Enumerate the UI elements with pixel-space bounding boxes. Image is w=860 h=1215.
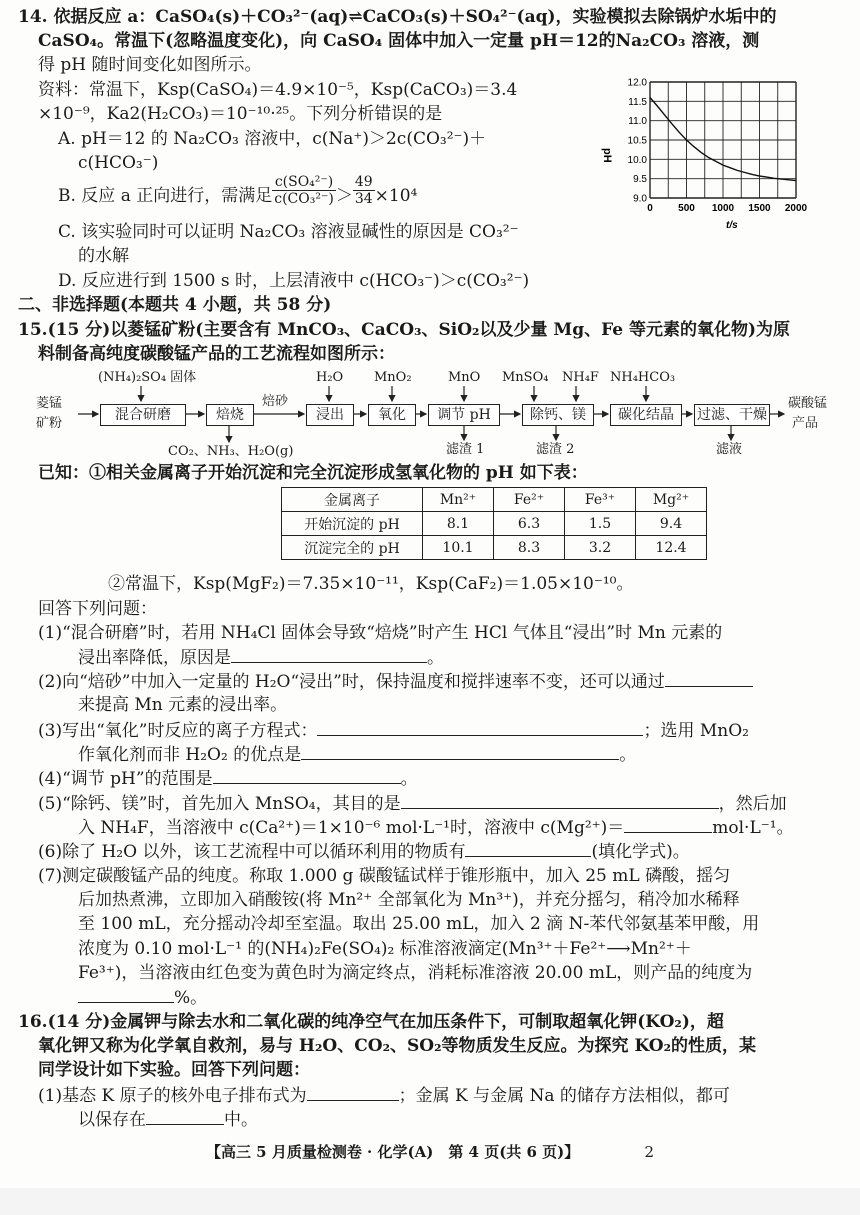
- process-flow-diagram: [36, 368, 826, 468]
- table-cell: 10.1: [423, 536, 494, 560]
- flow-box-filter-dry: 过滤、干燥: [694, 404, 770, 426]
- q14-option-a-line1: A. pH＝12 的 Na₂CO₃ 溶液中，c(Na⁺)＞2c(CO₃²⁻)＋: [58, 129, 487, 149]
- q14-option-d: D. 反应进行到 1500 s 时，上层清液中 c(HCO₃⁻)＞c(CO₃²⁻): [58, 271, 530, 291]
- table-cell: 沉淀完全的 pH: [282, 536, 423, 560]
- flow-box-roasting: 焙烧: [206, 404, 254, 426]
- q15-sub5-text2: ，然后加: [718, 794, 787, 814]
- flow-box-adjust-ph: 调节 pH: [428, 404, 500, 426]
- q15-sub5-text: (5)“除钙、镁”时，首先加入 MnSO₄，其目的是: [38, 794, 401, 814]
- y-tick-label: 10.5: [627, 135, 647, 147]
- x-tick-label: 1500: [748, 203, 771, 214]
- answer-blank[interactable]: [624, 816, 712, 833]
- q15-sub4: (4)“调节 pH”的范围是 。: [38, 769, 418, 789]
- footer-text: 【高三 5 月质量检测卷 · 化学(A) 第 4 页(共 6 页)】: [205, 1143, 580, 1161]
- q14-option-c-line1: C. 该实验同时可以证明 Na₂CO₃ 溶液显碱性的原因是 CO₃²⁻: [58, 222, 519, 242]
- y-tick-label: 9.5: [633, 174, 647, 186]
- answer-blank[interactable]: [231, 646, 427, 663]
- flow-output-filtrate: 滤液: [716, 442, 743, 457]
- q14-option-b: [58, 174, 418, 207]
- q14-option-b-suffix: ×10⁴: [374, 186, 418, 206]
- q14-line5: ×10⁻⁹，Ka2(H₂CO₃)＝10⁻¹⁰·²⁵。下列分析错误的是: [38, 104, 443, 124]
- chart-ticks: [628, 78, 808, 215]
- q16-line2: 氧化钾又称为化学氧自救剂，易与 H₂O、CO₂、SO₂等物质发生反应。为探究 KO₂的性质，某: [38, 1036, 757, 1056]
- q16-sub1-line2: [78, 1108, 258, 1131]
- answer-blank[interactable]: [78, 986, 174, 1003]
- x-tick-label: 500: [678, 203, 695, 214]
- q15-sub5-line1: [38, 792, 787, 815]
- answer-blank[interactable]: [307, 1084, 399, 1101]
- q14-line3: 得 pH 随时间变化如图所示。: [38, 55, 262, 75]
- table-row: [282, 512, 707, 536]
- answer-blank[interactable]: [465, 840, 591, 857]
- footer-mark: 2: [644, 1143, 655, 1161]
- flow-box-remove-ca-mg: 除钙、镁: [522, 404, 594, 426]
- q15-sub3-line1: [38, 719, 749, 742]
- q14-option-b-fraction: [272, 174, 336, 207]
- x-tick-label: 1000: [711, 203, 735, 214]
- table-cell: 开始沉淀的 pH: [282, 512, 423, 536]
- fraction-numerator: c(SO₄²⁻): [272, 174, 336, 191]
- table-row: [282, 536, 707, 560]
- q14-option-b-prefix: B. 反应 a 正向进行，需满足: [58, 186, 273, 206]
- q15-sub6-text2: (填化学式)。: [591, 842, 690, 862]
- q16-sub1-text2: ；金属 K 与金属 Na 的储存方法相似，都可: [398, 1086, 730, 1106]
- q15-sub3-line2: 作氧化剂而非 H₂O₂ 的优点是 。: [78, 745, 637, 765]
- table-header-cell: Fe³⁺: [565, 488, 636, 512]
- flow-output-residue2: 滤渣 2: [536, 442, 575, 457]
- q15-sub5-line2: [78, 816, 794, 839]
- y-tick-label: 9.0: [633, 193, 647, 205]
- q14-option-c-line2: 的水解: [78, 246, 129, 266]
- q16-line3: 同学设计如下实验。回答下列问题：: [38, 1060, 310, 1080]
- q15-sub5-unit: mol·L⁻¹。: [712, 818, 794, 838]
- flow-box-mixing: 混合研磨: [100, 404, 186, 426]
- bottom-band: [0, 1188, 860, 1215]
- flow-box-oxidation: 氧化: [368, 404, 416, 426]
- table-header-cell: Fe²⁺: [494, 488, 565, 512]
- answer-blank[interactable]: [317, 719, 643, 736]
- y-axis-label: pH: [601, 148, 613, 163]
- q16-sub1-text3: 以保存在: [78, 1110, 146, 1130]
- flow-box-carbonation: 碳化结晶: [610, 404, 682, 426]
- ph-time-chart: [598, 76, 812, 234]
- q14-option-a-line2: c(HCO₃⁻): [78, 153, 159, 173]
- answer-blank[interactable]: [213, 767, 401, 784]
- table-cell: 8.1: [423, 512, 494, 536]
- q15-known2: ②常温下，Ksp(MgF₂)＝7.35×10⁻¹¹，Ksp(CaF₂)＝1.05×10⁻¹⁰。: [108, 574, 634, 594]
- flow-end-line1: 碳酸锰: [788, 396, 828, 411]
- table-cell: 1.5: [565, 512, 636, 536]
- y-tick-label: 11.0: [628, 116, 647, 128]
- q16-sub1-text: (1)基态 K 原子的核外电子排布式为: [38, 1086, 307, 1106]
- q15-sub1-line2: 浸出率降低，原因是 。: [78, 648, 444, 668]
- q15-sub2-line2: 来提高 Mn 元素的浸出率。: [78, 695, 288, 715]
- flow-start-line2: 矿粉: [36, 416, 63, 431]
- q15-sub7-line3: 至 100 mL，充分摇动冷却至室温。取出 25.00 mL，加入 2 滴 N-苯代邻氨基苯甲酸，用: [78, 914, 760, 934]
- q16-line1: 16.(14 分)金属钾与除去水和二氧化碳的纯净空气在加压条件下，可制取超氧化钾(KO₂)，超: [18, 1012, 724, 1032]
- table-header-cell: Mn²⁺: [423, 488, 494, 512]
- q16-sub1-line1: [38, 1084, 730, 1107]
- q15-known1: 已知：①相关金属离子开始沉淀和完全沉淀形成氢氧化物的 pH 如下表：: [38, 463, 588, 483]
- answer-blank[interactable]: [665, 670, 753, 687]
- answer-blank[interactable]: [146, 1108, 224, 1125]
- chart-grid: [650, 82, 796, 198]
- q15-sub1-text: 浸出率降低，原因是: [78, 648, 231, 668]
- table-cell: 12.4: [636, 536, 707, 560]
- q15-sub3-text: (3)写出“氧化”时反应的离子方程式：: [38, 721, 318, 741]
- q16-sub1-text4: 中。: [224, 1110, 258, 1130]
- q15-sub4-text: (4)“调节 pH”的范围是: [38, 769, 213, 789]
- q14-option-b-fraction2: [353, 174, 375, 207]
- q15-sub6-text: (6)除了 H₂O 以外，该工艺流程中可以循环利用的物质有: [38, 842, 466, 862]
- q15-sub2-text: (2)向“焙砂”中加入一定量的 H₂O“浸出”时，保持温度和搅拌速率不变，还可以通过: [38, 672, 665, 692]
- q15-sub7-line1: (7)测定碳酸锰产品的纯度。称取 1.000 g 碳酸锰试样于锥形瓶中，加入 25 mL 磷酸，摇匀: [38, 866, 731, 886]
- fraction-numerator: 49: [354, 174, 373, 190]
- q15-answer-intro: 回答下列问题：: [38, 599, 157, 619]
- q15-line2: 料制备高纯度碳酸锰产品的工艺流程如图所示：: [38, 344, 395, 364]
- flow-input-mnso4: MnSO₄: [502, 370, 549, 385]
- fraction-denominator: 34: [354, 191, 373, 207]
- q14-line1: 14. 依据反应 a：CaSO₄(s)＋CO₃²⁻(aq)⇌CaCO₃(s)＋SO₄²⁻(aq)，实验模拟去除锅炉水垢中的: [18, 7, 777, 27]
- table-cell: 9.4: [636, 512, 707, 536]
- q15-sub6: [38, 840, 690, 863]
- q15-sub7-line2: 后加热煮沸，立即加入硝酸铵(将 Mn²⁺ 全部氧化为 Mn³⁺)，并充分摇匀，稍冷加水稀释: [78, 890, 740, 910]
- q15-line1: 15.(15 分)以菱锰矿粉(主要含有 MnCO₃、CaCO₃、SiO₂以及少量 Mg、Fe 等元素的氧化物)为原: [18, 320, 791, 340]
- q14-option-b-gt: ＞: [335, 186, 353, 206]
- table-header-row: [282, 488, 707, 512]
- flow-output-gases: CO₂、NH₃、H₂O(g): [168, 444, 294, 459]
- x-tick-label: 2000: [784, 203, 808, 214]
- y-tick-label: 11.5: [628, 96, 647, 108]
- table-cell: 8.3: [494, 536, 565, 560]
- x-tick-label: 0: [647, 203, 653, 214]
- flow-input-water: H₂O: [316, 370, 344, 385]
- flow-box-leaching: 浸出: [306, 404, 354, 426]
- q15-sub1-line1: (1)“混合研磨”时，若用 NH₄Cl 固体会导致“焙烧”时产生 HCl 气体且“浸出”时 Mn 元素的: [38, 623, 723, 643]
- answer-blank[interactable]: [401, 792, 719, 809]
- flow-end-line2: 产品: [792, 416, 819, 431]
- q15-sub3-text3: 作氧化剂而非 H₂O₂ 的优点是: [78, 745, 302, 765]
- section-two-title: 二、非选择题(本题共 4 小题，共 58 分): [18, 295, 332, 315]
- answer-blank[interactable]: [301, 743, 619, 760]
- flow-input-nh4f: NH₄F: [562, 370, 599, 385]
- q15-sub7-line4: 浓度为 0.10 mol·L⁻¹ 的(NH₄)₂Fe(SO₄)₂ 标准溶液滴定(Mn³⁺＋Fe²⁺⟶Mn²⁺＋: [78, 939, 692, 959]
- q14-line4: 资料：常温下，Ksp(CaSO₄)＝4.9×10⁻⁵，Ksp(CaCO₃)＝3.4: [38, 80, 518, 100]
- table-cell: 3.2: [565, 536, 636, 560]
- q15-sub3-text2: ；选用 MnO₂: [643, 721, 749, 741]
- table-cell: 6.3: [494, 512, 565, 536]
- x-axis-label: t/s: [726, 220, 738, 231]
- q15-sub7-percent: %。: [174, 988, 208, 1008]
- q15-sub5-text3: 入 NH₄F，当溶液中 c(Ca²⁺)＝1×10⁻⁶ mol·L⁻¹时，溶液中 c(Mg²⁺)＝: [78, 818, 625, 838]
- y-tick-label: 12.0: [627, 77, 647, 89]
- flow-label-calcine: 焙砂: [262, 394, 289, 409]
- flow-input-nh4hco3: NH₄HCO₃: [610, 370, 676, 385]
- flow-input-mno: MnO: [448, 370, 481, 385]
- page-footer: [0, 1141, 860, 1162]
- q14-line2: CaSO₄。常温下(忽略温度变化)，向 CaSO₄ 固体中加入一定量 pH＝12的Na₂CO₃ 溶液，测: [38, 31, 760, 51]
- flow-input-mno2: MnO₂: [374, 370, 412, 385]
- fraction-denominator: c(CO₃²⁻): [274, 191, 334, 207]
- q15-sub7-line6: [78, 986, 207, 1009]
- q15-sub7-line5: Fe³⁺)，当溶液由红色变为黄色时为滴定终点，消耗标准溶液 20.00 mL，则产品的纯度为: [78, 963, 753, 983]
- q15-sub2-line1: [38, 670, 753, 693]
- table-header-cell: 金属离子: [282, 488, 423, 512]
- precipitation-ph-table: [281, 487, 707, 560]
- flow-output-residue1: 滤渣 1: [446, 442, 485, 457]
- flow-start-line1: 菱锰: [36, 396, 63, 411]
- flow-input-ammonium-sulfate: (NH₄)₂SO₄ 固体: [98, 370, 197, 385]
- table-header-cell: Mg²⁺: [636, 488, 707, 512]
- y-tick-label: 10.0: [627, 154, 647, 166]
